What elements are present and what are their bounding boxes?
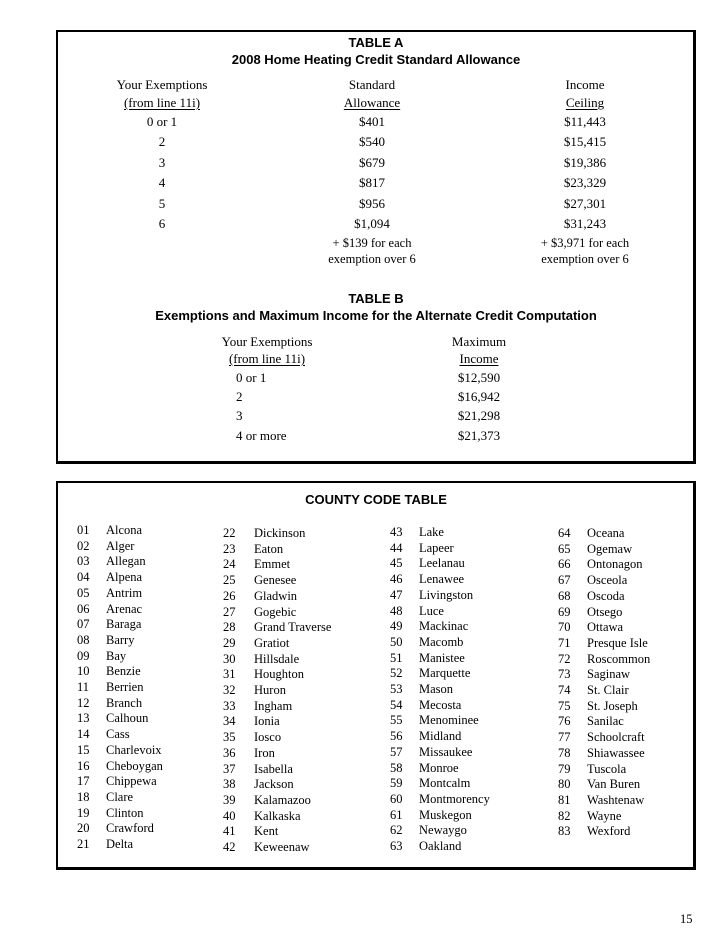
county-table-title: COUNTY CODE TABLE: [305, 492, 447, 507]
table-a-cell-ceiling: $15,415: [563, 134, 607, 150]
county-code: 60: [390, 791, 403, 806]
county-code: 50: [390, 634, 403, 649]
county-code: 71: [558, 635, 571, 650]
county-name: Cass: [106, 727, 130, 742]
county-name: Mason: [419, 682, 454, 696]
county-name: Delta: [106, 837, 134, 851]
county-code: 57: [390, 744, 403, 759]
table-a-cell-exemptions: 2: [158, 134, 166, 150]
county-name: Ottawa: [587, 620, 624, 635]
county-code: 32: [223, 683, 236, 697]
county-code: 43: [390, 525, 403, 539]
county-name: Calhoun: [106, 711, 149, 726]
county-name: Otsego: [587, 604, 623, 619]
county-code: 75: [558, 698, 571, 713]
county-name: Cheboygan: [106, 758, 163, 773]
county-name: Gogebic: [254, 604, 297, 619]
county-name: Mecosta: [419, 697, 462, 712]
county-code: 08: [77, 632, 90, 647]
county-code: 25: [223, 573, 236, 588]
county-name: Lenawee: [419, 572, 465, 587]
table-a-title: 2008 Home Heating Credit Standard Allowance: [231, 52, 521, 67]
county-name: Presque Isle: [587, 635, 648, 650]
county-name: Montcalm: [419, 776, 471, 791]
county-code: 20: [77, 821, 90, 836]
table-a-row: [0, 156, 728, 174]
county-name: Clinton: [106, 805, 144, 820]
county-name: Wayne: [587, 808, 622, 823]
county-name: Saginaw: [587, 667, 631, 682]
county-name: Alger: [106, 538, 135, 553]
county-code: 83: [558, 824, 571, 839]
table-a-cell-allowance: $540: [359, 134, 385, 150]
county-name: Huron: [254, 683, 286, 697]
county-name: Oceana: [587, 526, 625, 540]
county-name: Lapeer: [419, 540, 454, 555]
county-name: Manistee: [419, 650, 465, 665]
county-code: 19: [77, 805, 90, 820]
county-code: 17: [77, 774, 90, 789]
county-code: 06: [77, 601, 90, 616]
county-name: Alpena: [106, 570, 143, 585]
county-code: 23: [223, 541, 236, 556]
table-b-header-income: Income: [459, 351, 499, 366]
county-code: 15: [77, 742, 90, 757]
county-code: 70: [558, 620, 571, 635]
table-b-cell-exemptions: 0 or 1: [236, 370, 267, 385]
county-name: Luce: [419, 603, 444, 618]
table-a-cell-allowance: $1,094: [354, 216, 390, 231]
table-a-cell-allowance: $401: [359, 114, 385, 129]
table-a-cell-exemptions: 4: [158, 175, 166, 191]
county-code: 07: [77, 617, 90, 632]
county-code: 03: [77, 554, 90, 569]
county-code: 53: [390, 682, 403, 696]
table-a-row: [0, 135, 728, 153]
county-code: 29: [223, 635, 236, 650]
county-code: 04: [77, 570, 90, 585]
county-code: 36: [223, 745, 236, 760]
table-a-header-ceiling: Ceiling: [565, 95, 605, 110]
page-number: 15: [680, 912, 693, 926]
county-name: Dickinson: [254, 526, 306, 540]
county-code: 49: [390, 619, 403, 634]
county-name: Ontonagon: [587, 557, 643, 572]
county-name: Emmet: [254, 557, 291, 572]
county-name: Montmorency: [419, 791, 490, 806]
table-a-cell-exemptions: 3: [158, 154, 166, 170]
county-name: Newaygo: [419, 823, 467, 838]
county-code: 78: [558, 745, 571, 760]
county-name: Oscoda: [587, 588, 625, 603]
table-a-cell-allowance: $956: [359, 195, 385, 211]
table-b-cell-income: $16,942: [457, 389, 501, 405]
county-name: Crawford: [106, 821, 154, 836]
county-name: Baraga: [106, 617, 142, 632]
county-name: Gladwin: [254, 588, 298, 603]
table-b-cell-income: $12,590: [457, 370, 501, 385]
county-code: 11: [77, 680, 90, 694]
county-name: Marquette: [419, 666, 471, 681]
county-name: Monroe: [419, 760, 459, 775]
county-name: Osceola: [587, 573, 628, 588]
table-b-header-exemptions: Your Exemptions: [221, 334, 313, 349]
county-code: 39: [223, 792, 236, 807]
table-a-row: [0, 217, 728, 235]
table-a-cell-ceiling: $19,386: [563, 154, 607, 170]
county-code: 55: [390, 713, 403, 728]
county-name: Houghton: [254, 667, 304, 682]
table-a-header-exemptions: Your Exemptions: [116, 77, 208, 92]
county-code: 40: [223, 808, 236, 823]
county-code: 24: [223, 557, 236, 572]
county-code: 67: [558, 573, 571, 588]
table-a-row: [0, 115, 728, 133]
county-name: Muskegon: [419, 807, 472, 822]
county-name: Genesee: [254, 573, 297, 588]
county-name: Iron: [254, 745, 275, 760]
county-code: 34: [223, 714, 236, 729]
table-a-header-standard: Standard: [348, 77, 396, 92]
county-code: 35: [223, 730, 236, 745]
table-b-cell-exemptions: 4 or more: [236, 427, 287, 443]
county-name: Kalamazoo: [254, 792, 311, 807]
county-code: 28: [223, 620, 236, 635]
county-name: Shiawassee: [587, 745, 645, 760]
county-name: Hillsdale: [254, 651, 300, 666]
table-b-header-maximum: Maximum: [451, 334, 507, 349]
county-name: Lake: [419, 525, 444, 539]
county-code: 66: [558, 557, 571, 572]
table-a-label: TABLE A: [348, 35, 404, 50]
county-code: 14: [77, 727, 90, 742]
table-b-cell-exemptions: 3: [236, 408, 243, 424]
county-code: 61: [390, 807, 403, 822]
county-code: 54: [390, 697, 403, 712]
county-code: 65: [558, 541, 571, 556]
county-name: Sanilac: [587, 714, 624, 729]
table-a-header-allowance: Allowance: [343, 95, 401, 110]
county-name: Ionia: [254, 714, 280, 729]
table-a-cell-exemptions: 0 or 1: [146, 114, 178, 129]
county-code: 33: [223, 698, 236, 713]
county-name: Grand Traverse: [254, 620, 332, 635]
county-name: Missaukee: [419, 744, 473, 759]
county-code: 44: [390, 540, 403, 555]
county-name: Van Buren: [587, 777, 641, 792]
county-code: 79: [558, 761, 571, 776]
county-code: 64: [558, 526, 571, 540]
county-code: 63: [390, 839, 403, 853]
table-b-row: [0, 429, 728, 447]
county-name: Arenac: [106, 601, 143, 616]
county-name: Livingston: [419, 587, 474, 602]
county-name: St. Clair: [587, 683, 629, 697]
county-name: Leelanau: [419, 556, 465, 571]
county-code: 58: [390, 760, 403, 775]
county-code: 01: [77, 523, 90, 537]
table-a-cell-ceiling: $11,443: [564, 114, 606, 129]
table-b-row: [0, 371, 728, 389]
table-a-ceiling-note-2: exemption over 6: [541, 252, 629, 266]
county-name: Kalkaska: [254, 808, 301, 823]
county-name: Iosco: [254, 730, 282, 745]
county-code: 76: [558, 714, 571, 729]
county-name: Branch: [106, 695, 143, 710]
table-a-row: [0, 176, 728, 194]
table-a-cell-ceiling: $23,329: [563, 175, 607, 191]
county-code: 12: [77, 695, 90, 710]
county-name: Berrien: [106, 680, 144, 694]
county-code: 02: [77, 538, 90, 553]
county-code: 42: [223, 840, 236, 854]
county-code: 77: [558, 730, 571, 745]
table-a-allowance-note-2: exemption over 6: [328, 252, 416, 266]
county-code: 48: [390, 603, 403, 618]
county-code: 21: [77, 837, 90, 851]
county-name: Barry: [106, 632, 135, 647]
county-name: Oakland: [419, 839, 462, 853]
county-code: 30: [223, 651, 236, 666]
county-name: Macomb: [419, 634, 464, 649]
county-code: 05: [77, 585, 90, 600]
county-code: 82: [558, 808, 571, 823]
county-name: Clare: [106, 789, 134, 804]
table-b-cell-income: $21,298: [457, 408, 501, 424]
county-code: 09: [77, 648, 90, 663]
county-name: Kent: [254, 824, 279, 839]
county-code: 26: [223, 588, 236, 603]
county-code: 31: [223, 667, 236, 682]
county-name: Isabella: [254, 761, 293, 776]
county-code: 45: [390, 556, 403, 571]
county-code: 22: [223, 526, 236, 540]
county-code: 37: [223, 761, 236, 776]
county-name: Benzie: [106, 664, 141, 679]
county-code: 16: [77, 758, 90, 773]
table-b-label: TABLE B: [348, 291, 404, 306]
county-code: 18: [77, 789, 90, 804]
table-a-cell-allowance: $679: [359, 154, 385, 170]
county-name: Washtenaw: [587, 792, 645, 807]
county-name: Eaton: [254, 541, 284, 556]
table-b-title: Exemptions and Maximum Income for the Alternate Credit Computation: [155, 308, 597, 323]
table-b-cell-income: $21,373: [457, 427, 501, 443]
table-a-allowance-note-1: + $139 for each: [332, 236, 412, 250]
county-code: 69: [558, 604, 571, 619]
county-name: Charlevoix: [106, 742, 162, 757]
table-b-header-exemptions-source: (from line 11i): [228, 351, 306, 366]
county-name: Tuscola: [587, 761, 627, 776]
county-code: 80: [558, 777, 571, 792]
county-name: Antrim: [106, 585, 143, 600]
county-code: 13: [77, 711, 90, 726]
table-a-cell-ceiling: $31,243: [563, 216, 607, 231]
county-code: 62: [390, 823, 403, 838]
county-name: Allegan: [106, 554, 146, 569]
county-code: 74: [558, 683, 571, 697]
county-name: Roscommon: [587, 651, 651, 666]
county-name: Chippewa: [106, 774, 157, 789]
county-name: Menominee: [419, 713, 479, 728]
county-name: Wexford: [587, 824, 631, 839]
table-a-header-income: Income: [565, 77, 605, 92]
county-code: 51: [390, 650, 403, 665]
county-code: 56: [390, 729, 403, 744]
table-a-header-exemptions-source: (from line 11i): [123, 95, 201, 110]
table-b-cell-exemptions: 2: [236, 389, 243, 405]
county-name: Midland: [419, 729, 462, 744]
county-name: Mackinac: [419, 619, 469, 634]
county-name: Gratiot: [254, 635, 290, 650]
county-code: 59: [390, 776, 403, 791]
county-name: Bay: [106, 648, 127, 663]
table-a-row: [0, 197, 728, 215]
table-b-row: [0, 390, 728, 408]
county-name: Ogemaw: [587, 541, 633, 556]
county-code: 72: [558, 651, 571, 666]
county-code: 38: [223, 777, 236, 792]
county-code: 81: [558, 792, 571, 807]
county-name: St. Joseph: [587, 698, 638, 713]
county-name: Schoolcraft: [587, 730, 645, 745]
table-a-cell-exemptions: 6: [158, 216, 166, 231]
county-code: 27: [223, 604, 236, 619]
county-code: 41: [223, 824, 236, 839]
county-name: Alcona: [106, 523, 143, 537]
county-code: 73: [558, 667, 571, 682]
county-code: 10: [77, 664, 90, 679]
county-code: 68: [558, 588, 571, 603]
table-a-cell-exemptions: 5: [158, 195, 166, 211]
county-code: 46: [390, 572, 403, 587]
county-code: 47: [390, 587, 403, 602]
county-code: 52: [390, 666, 403, 681]
county-name: Keweenaw: [254, 840, 310, 854]
table-a-cell-allowance: $817: [359, 175, 385, 191]
county-name: Ingham: [254, 698, 293, 713]
table-a-cell-ceiling: $27,301: [563, 195, 607, 211]
county-name: Jackson: [254, 777, 294, 792]
table-b-row: [0, 409, 728, 427]
table-a-ceiling-note-1: + $3,971 for each: [540, 236, 630, 250]
